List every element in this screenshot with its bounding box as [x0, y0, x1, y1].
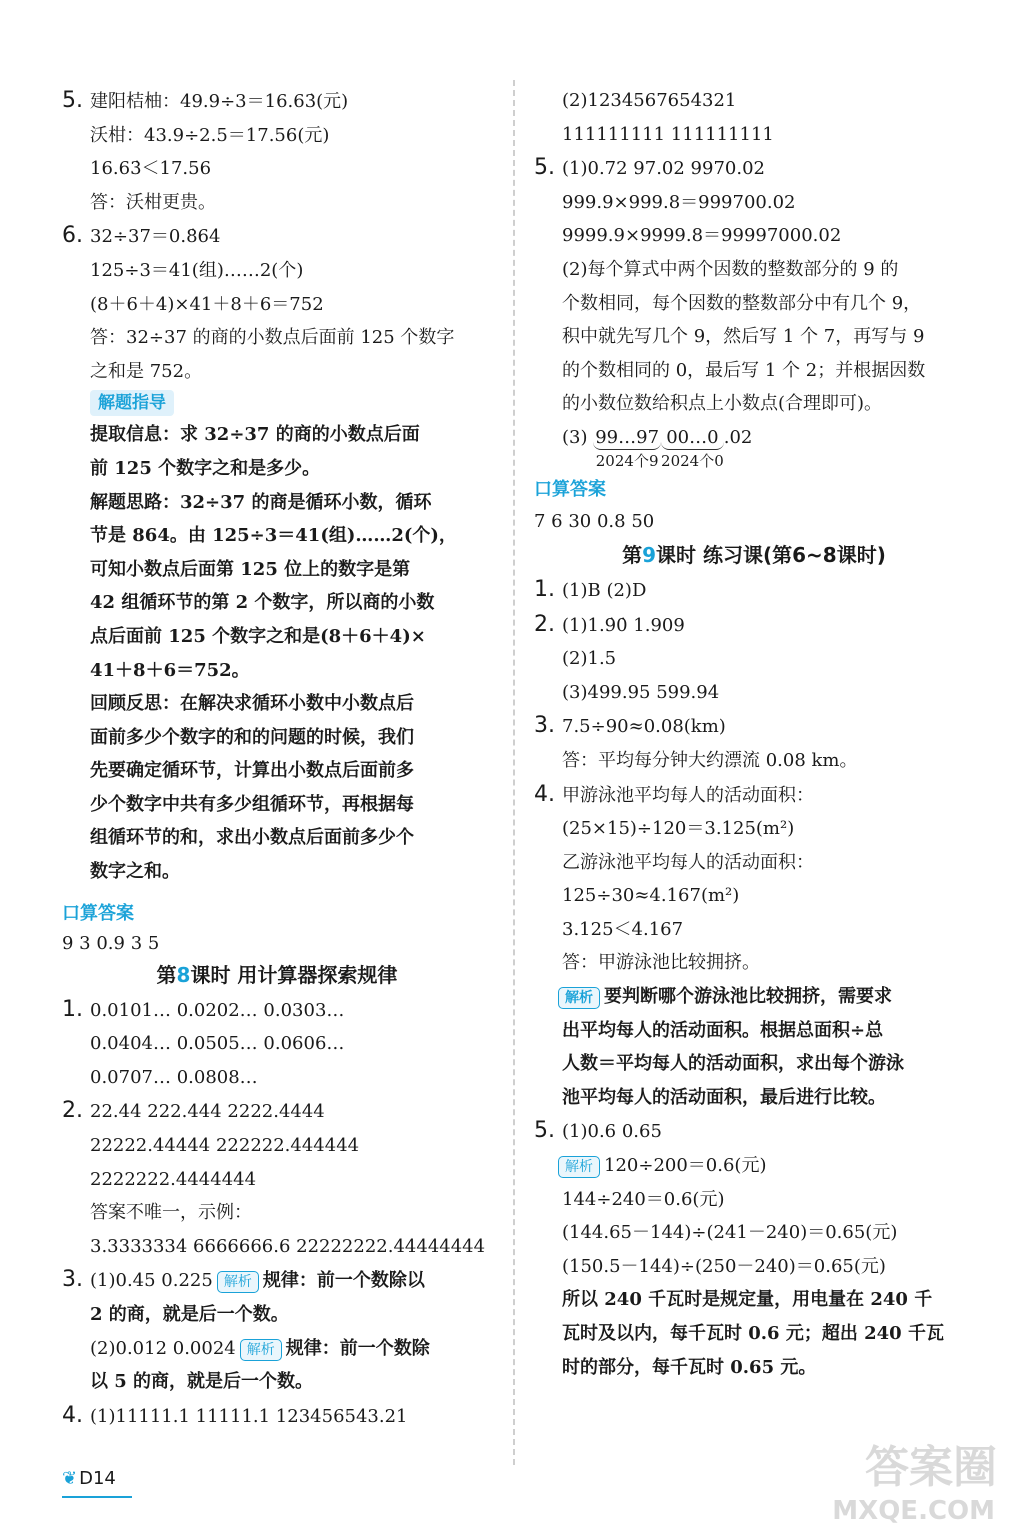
guide-line: 面前多少个数字的和的问题的时候，我们	[90, 726, 414, 748]
p4-line: 125÷30≈4.167(m²)	[562, 885, 740, 907]
guide-line: 提取信息：求 32÷37 的商的小数点后面	[90, 424, 420, 446]
analysis-badge: 解析	[240, 1339, 282, 1361]
p3-line: 答：平均每分钟大约漂流 0.08 km。	[562, 749, 858, 771]
r4-line: (2)1234567654321	[562, 90, 737, 111]
p2-line: (2)1.5	[562, 648, 617, 670]
guide-line: 41＋8＋6＝752。	[90, 659, 250, 681]
p2-line: 2. (1)1.9̇0̇ 1.909	[534, 611, 685, 637]
left-q5-line: 5. 建阳桔柚：49.9÷3＝16.63̇(元)	[62, 88, 349, 113]
guide-line: 组循环节的和，求出小数点后面前多少个	[90, 827, 414, 849]
l2-line: 3.3333334 6666666.6 22222222.44444444	[90, 1235, 486, 1257]
r5-line: (2)每个算式中两个因数的整数部分的 9 的	[562, 258, 899, 280]
l3-line: 3. (1)0.45 0.225 解析 规律：前一个数除以	[62, 1267, 425, 1293]
left-q6-line: 之和是 752。	[90, 360, 203, 382]
p4-note-line: 人数＝平均每人的活动面积，求出每个游泳	[562, 1053, 904, 1075]
p4-line: 乙游泳池平均每人的活动面积：	[562, 851, 814, 873]
guide-line: 点后面前 125 个数字之和是(8＋6＋4)×	[90, 625, 426, 647]
p5-line: 时的部分，每千瓦时 0.65 元。	[562, 1356, 817, 1378]
left-q6-line: 6. 32÷37＝0.8̇64̇	[62, 223, 221, 249]
left-q6-line: (8＋6＋4)×41＋8＋6＝752	[90, 293, 324, 315]
guide-line: 少个数字中共有多少组循环节，再根据每	[90, 793, 414, 815]
guide-heading: 解题指导	[62, 390, 492, 416]
oral-answer-heading: 口算答案	[534, 478, 606, 500]
l2-line: 答案不唯一，示例：	[90, 1202, 252, 1224]
p4-line: (25×15)÷120＝3.125(m²)	[562, 818, 795, 840]
oral-answer-values: 7 6 30 0.8 50	[534, 510, 655, 532]
footer-rule	[62, 1496, 132, 1498]
leaf-icon: ❦	[62, 1468, 78, 1489]
p5-line: 所以 240 千瓦时是规定量，用电量在 240 千	[562, 1289, 933, 1311]
guide-line: 可知小数点后面第 125 位上的数字是第	[90, 558, 411, 580]
guide-line: 先要确定循环节，计算出小数点后面前多	[90, 760, 414, 782]
p4-note-line: 出平均每人的活动面积。根据总面积÷总	[562, 1019, 884, 1041]
r5-line: 积中就先写几个 9，然后写 1 个 7，再写与 9	[562, 326, 925, 348]
p4-note-line: 解析 要判断哪个游泳池比较拥挤，需要求	[534, 980, 974, 1014]
p5-line: (150.5－144)÷(250－240)＝0.65(元)	[562, 1255, 886, 1277]
r5-line: 999.9×999.8＝999700.02	[562, 191, 796, 213]
r5-line: 的个数相同的 0，最后写 1 个 2；并根据因数	[562, 359, 926, 381]
p5-line: 瓦时及以内，每千瓦时 0.6 元；超出 240 千瓦	[562, 1323, 944, 1344]
p4-note-line: 池平均每人的活动面积，最后进行比较。	[562, 1086, 886, 1108]
oral-answer-values: 9 3 0.9 3 5	[62, 932, 160, 954]
l4-line: 4. (1)11111.1 11111.1 123456543.21	[62, 1402, 408, 1428]
r5-line: 的小数位数给积点上小数点(合理即可)。	[562, 393, 883, 415]
watermark-logo: 答案圈	[865, 1442, 997, 1493]
analysis-badge: 解析	[217, 1271, 259, 1293]
l1-line: 0.0707… 0.0808…	[90, 1066, 258, 1088]
watermark-url: MXQE.COM	[832, 1496, 995, 1526]
l1-line: 1. 0.0101… 0.0202… 0.0303…	[62, 996, 345, 1022]
r5-line: 个数相同，每个因数的整数部分中有几个 9，	[562, 292, 922, 314]
p5-line: 5. (1)0.6 0.65	[534, 1118, 662, 1144]
guide-line: 前 125 个数字之和是多少。	[90, 457, 321, 479]
p4-line: 答：甲游泳池比较拥挤。	[562, 952, 760, 974]
guide-line: 解题思路：32÷37 的商是循环小数，循环	[90, 491, 432, 513]
lesson-8-title: 第8课时 用计算器探索规律	[156, 962, 398, 987]
r5-3-braces: (3) 99…97 2024个9 00…0 2024个0 .02	[562, 426, 753, 470]
l3-line: (2)0.012 0.0024 解析 规律：前一个数除	[90, 1337, 430, 1359]
guide-line: 42 组循环节的第 2 个数字，所以商的小数	[90, 592, 435, 614]
left-q5-line: 沃柑：43.9÷2.5＝17.56(元)	[90, 124, 330, 146]
p2-line: (3)499.95 599.94	[562, 681, 720, 703]
p5-line: 解析 120÷200＝0.6(元)	[534, 1149, 974, 1183]
left-q5-line: 答：沃柑更贵。	[90, 191, 216, 213]
p5-line: (144.65－144)÷(241－240)＝0.65(元)	[562, 1222, 898, 1244]
underbrace-zeros: 00…0 2024个0	[661, 426, 724, 470]
lesson-9-title: 第9课时 练习课(第6~8课时)	[622, 542, 886, 567]
p5-line: 144÷240＝0.6(元)	[562, 1188, 725, 1210]
l2-line: 2222222.4444444	[90, 1168, 257, 1190]
r5-line: 5. (1)0.72 97.02 9970.02	[534, 155, 765, 181]
p4-line: 4. 甲游泳池平均每人的活动面积：	[534, 781, 814, 807]
left-q6-line: 125÷3＝41(组)……2(个)	[90, 259, 304, 281]
l3-line: 以 5 的商，就是后一个数。	[90, 1371, 314, 1393]
page-number: ❦ D14	[62, 1468, 116, 1489]
p3-line: 3. 7.5÷90≈0.08(km)	[534, 713, 726, 739]
l2-line: 2. 22.44 222.444 2222.4444	[62, 1098, 325, 1124]
left-column	[62, 84, 492, 1433]
l1-line: 0.0404… 0.0505… 0.0606…	[90, 1033, 345, 1055]
oral-answer-heading: 口算答案	[62, 902, 134, 924]
analysis-badge: 解析	[558, 1156, 600, 1178]
r5-line: 9999.9×9999.8＝99997000.02	[562, 225, 842, 247]
left-q5-line: 16.63̇＜17.56	[90, 158, 212, 180]
left-q6-line: 答：32÷37 的商的小数点后面前 125 个数字	[90, 327, 455, 349]
underbrace-nines: 99…97 2024个9	[595, 426, 660, 470]
guide-line: 回顾反思：在解决求循环小数中小数点后	[90, 693, 414, 715]
p4-line: 3.125＜4.167	[562, 918, 684, 940]
p1-line: 1. (1)B (2)D	[534, 576, 647, 602]
guide-line: 数字之和。	[90, 861, 180, 883]
l2-line: 22222.44444 222222.444444	[90, 1135, 360, 1157]
analysis-badge: 解析	[558, 987, 600, 1009]
right-column	[534, 84, 974, 1384]
guide-line: 节是 864。由 125÷3＝41(组)……2(个)，	[90, 525, 457, 547]
l3-line: 2 的商，就是后一个数。	[90, 1304, 289, 1325]
column-divider	[513, 80, 515, 1465]
r4-line: 111111111 111111111	[562, 123, 774, 145]
